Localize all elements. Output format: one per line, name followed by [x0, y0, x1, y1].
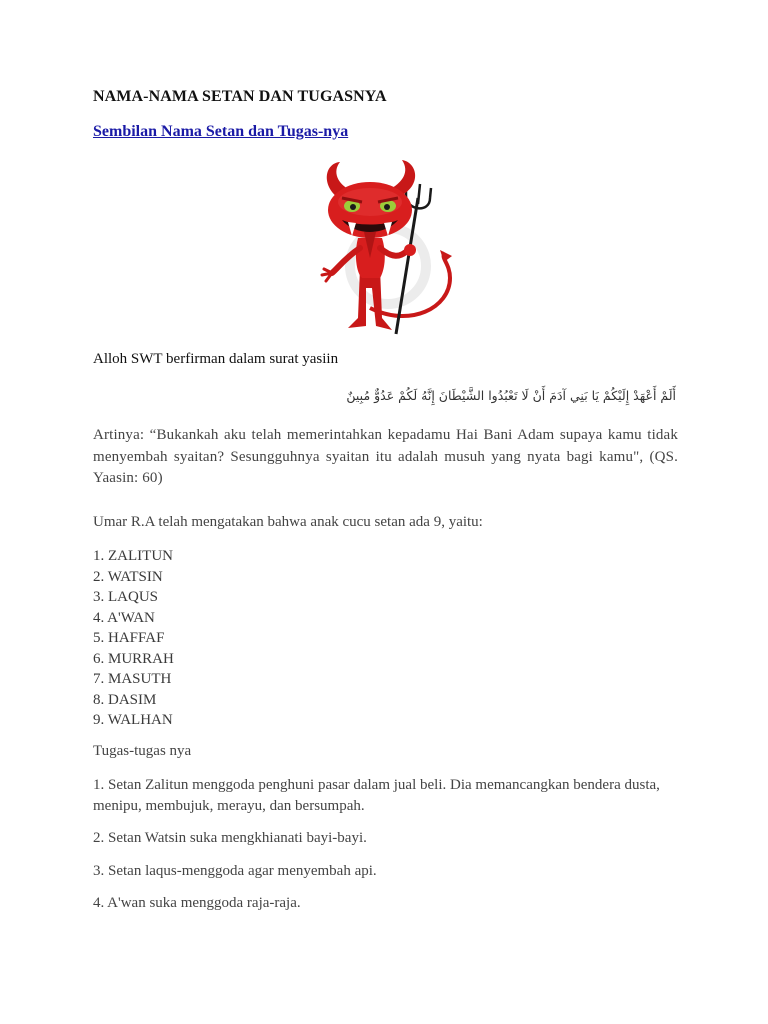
name-item: 6. MURRAH [93, 650, 174, 667]
name-item: 2. WATSIN [93, 568, 163, 585]
arabic-verse: أَلَمْ أَعْهَدْ إِلَيْكُمْ يَا بَنِي آدَمَ أَنْ لَا تَعْبُدُوا الشَّيْطَانَ إِنَّهُ لَكُمْ عَدُوٌّ مُبِينٌ [346, 388, 676, 403]
duty-paragraph: 2. Setan Watsin suka mengkhianati bayi-bayi. [93, 830, 367, 846]
devil-illustration [300, 158, 464, 338]
intro-text: Alloh SWT berfirman dalam surat yasiin [93, 351, 339, 367]
verse-translation: Artinya: “Bukankah aku telah memerintahkan kepadamu Hai Bani Adam supaya kamu tidak menyembah syaitan? Sesungguhnya syaitan itu adalah musuh yang nyata bagi kamu", (QS. Yaasin: 60) [93, 427, 678, 486]
name-item: 5. HAFFAF [93, 630, 165, 646]
document-title: NAMA-NAMA SETAN DAN TUGASNYA [93, 88, 387, 105]
name-item: 1. ZALITUN [93, 548, 173, 564]
name-item: 9. WALHAN [93, 712, 173, 728]
name-item: 7. MASUTH [93, 671, 172, 687]
subtitle-link[interactable]: Sembilan Nama Setan dan Tugas-nya [93, 123, 349, 140]
name-item: 4. A'WAN [93, 609, 155, 626]
setan-names-list [93, 546, 174, 731]
duties-heading: Tugas-tugas nya [93, 743, 192, 759]
name-item: 8. DASIM [93, 691, 157, 708]
duty-paragraph: 1. Setan Zalitun menggoda penghuni pasar dalam jual beli. Dia memancangkan bendera dusta, menipu, membujuk, merayu, dan bersumpah. [93, 777, 660, 814]
name-item: 3. LAQUS [93, 589, 159, 605]
duty-paragraph: 3. Setan laqus-menggoda agar menyembah api. [93, 863, 377, 879]
devil-cartoon-icon [300, 158, 464, 338]
duty-paragraph: 4. A'wan suka menggoda raja-raja. [93, 895, 301, 911]
umar-statement: Umar R.A telah mengatakan bahwa anak cucu setan ada 9, yaitu: [93, 514, 483, 530]
